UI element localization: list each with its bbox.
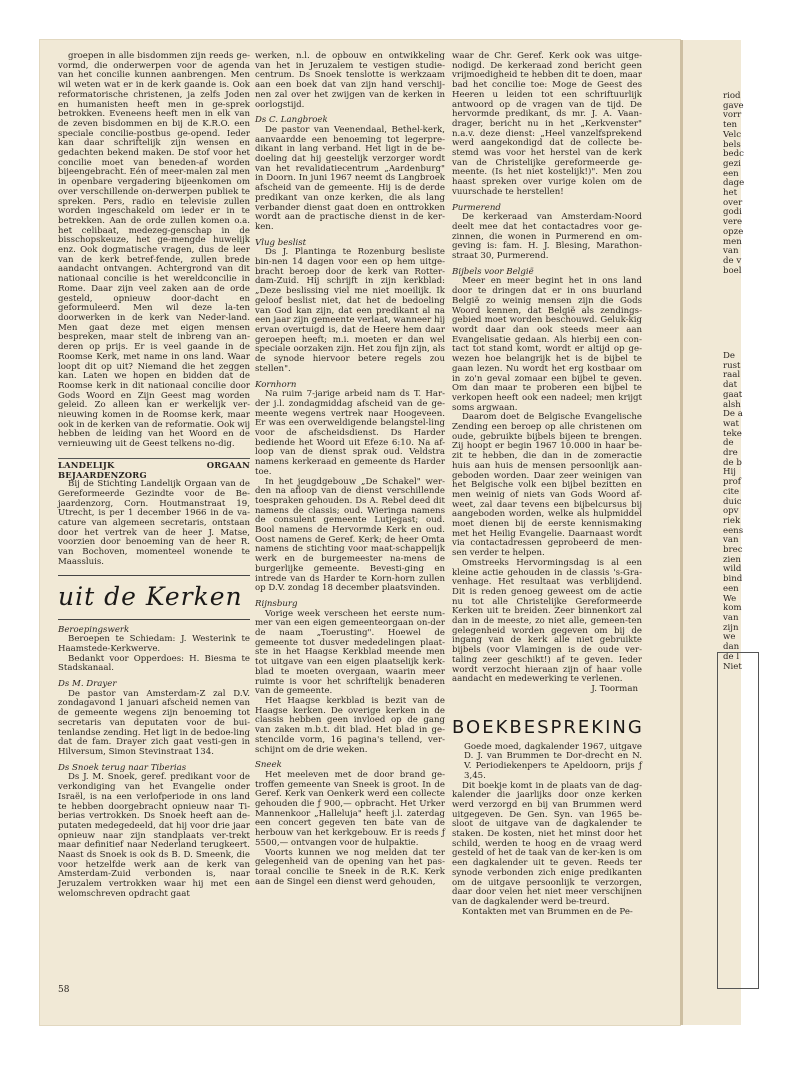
- article-heading: Rijnsburg: [255, 598, 298, 609]
- adjacent-page-text: [723, 92, 793, 276]
- article-text: Ds J. M. Snoek, geref. predikant voor de verkondiging van het Evangelie onder Israël, is na een verlofperiode in ons land te hebben doorgebracht opnieuw naar Ti-berias vertrokken. Ds Snoek heeft aan de-putaten medegedeeld, dat hij voor drie jaar opnieuw naar zijn standplaats ver-trekt maar definitief naar Nederland terugkeert. Naast ds Snoek is ook ds B. D. Smeenk, die voor hetzelfde werk aan de kerk van Amsterdam-Zuid verbonden is, naar Jeruzalem vertrokken waar hij met een welomschreven opdracht gaat: [58, 772, 250, 899]
- adjacent-page-line: alsh: [723, 399, 741, 410]
- author-signature: J. Toorman: [591, 684, 638, 694]
- intro-paragraph: groepen in alle bisdommen zijn reeds ge-vormd, die onderwerpen voor de agenda van het concilie kunnen aanbrengen. Men wil weten wat er in de kerk gaande is. Ook reformatorische christenen, ja zelfs Joden en humanisten heeft men in ge-sprek betrokken. Eveneens heeft men in elk van de zeven bisdommen en bij de K.R.O. een speciale concilie-postbus ge-opend. Ieder kan daar schriftelijk zijn wensen en gedachten bekend maken. De stof voor het concilie moet van beneden-af worden bijeengebracht. Eén of meer-malen zal men in openbare vergadering bijeenkomen om over verschillende on-derwerpen publiek te spreken. Pers, radio en televisie zullen worden ingeschakeld om ieder er in te betrekken. Aan de orde zullen komen o.a. het celibaat, medezeg-genschap in de bisschopskeuze, het ge-mengde huwelijk enz. Ook dogmatische vragen, dus de leer van de kerk betref-fende, zullen brede aandacht ontvangen. Achtergrond van dit nationaal concilie is het wereldconcilie in Rome. Daar zijn veel zaken aan de orde gesteld, opnieuw door-dacht en geformuleerd. Men wil deze la-ten doorwerken in de kerk van Neder-land. Men gaat deze met eigen mensen bespreken, maar stelt de inbreng van an-deren op prijs. Er is veel gaande in de Roomse Kerk, met name in ons land. Waar loopt dit op uit? Niemand die het zeggen kan. Laten we hopen en bidden dat de Roomse kerk in dit nationaal concilie door Gods Woord en Zijn Geest mag worden geleid. Zo alleen kan er werkelijk ver-nieuwing komen in de Roomse kerk, maar ook in de kerken van de reformatie. Ook wij hebben de leiding van het Woord en de vernieuwing uit de Geest telkens no-dig.: [58, 51, 250, 450]
- adjacent-page-line: ten: [723, 120, 738, 131]
- adjacent-page-line: eens: [723, 525, 744, 536]
- adjacent-page-line: Velc: [723, 129, 742, 140]
- adjacent-page-line: duic: [723, 496, 742, 507]
- adjacent-page-line: een: [723, 168, 739, 179]
- article-text: Na ruim 7-jarige arbeid nam ds T. Har-der j.l. zondagmiddag afscheid van de ge-meente wegens vertrek naar Hoogeveen. Er was een overweldigende belangstel-ling voor de afscheidsdienst. Ds Harder bediende het Woord uit Efeze 6:10. Na af-loop van de dienst sprak oud. Veldstra namens kerkeraad en gemeente ds Harder toe.: [255, 389, 445, 477]
- adjacent-page-line: vere: [723, 217, 743, 228]
- adjacent-page-line: cite: [723, 486, 740, 497]
- review-title: BOEKBESPREKING: [452, 716, 644, 738]
- adjacent-page-line: gaat: [723, 389, 743, 400]
- adjacent-page-line: Hij: [723, 467, 736, 478]
- adjacent-page-line: De a: [723, 409, 743, 420]
- continuation-text: werken, n.l. de opbouw en ontwikkeling van het in Jeruzalem te vestigen studie-centrum. Ds Snoek tenslotte is werkzaam aan een boek dat van zijn hand verschij-nen zal over het zwijgen van de kerken in oorlogstijd.: [255, 51, 445, 110]
- adjacent-page-line: teke: [723, 428, 742, 439]
- adjacent-page-line: brec: [723, 545, 743, 556]
- adjacent-page-line: van: [723, 612, 739, 623]
- article-text: Het Haagse kerkblad is bezit van de Haagse kerken. De overige kerken in de classis hebben geen invloed op de gang van zaken m.b.t. dit blad. Het blad in ge-stencilde vorm, 16 pagina's tellend, ver-schijnt om de drie weken.: [255, 696, 445, 755]
- article-heading: Ds Snoek terug naar Tiberias: [58, 762, 187, 773]
- article-heading: Vlug beslist: [255, 237, 307, 248]
- adjacent-page-line: opv: [723, 506, 739, 517]
- article-text: Voorts kunnen we nog melden dat ter gelegenheid van de opening van het pas-toraal concilie te Sneek in de R.K. Kerk aan de Singel een dienst werd gehouden,: [255, 847, 445, 887]
- adjacent-page-text: [723, 352, 793, 672]
- adjacent-page-line: de b: [723, 457, 742, 468]
- adjacent-page-line: wat: [723, 418, 739, 429]
- adjacent-page-line: de l: [723, 651, 740, 662]
- adjacent-page-line: de: [723, 438, 734, 449]
- adjacent-page-line: bels: [723, 139, 741, 150]
- article-text: De kerkeraad van Amsterdam-Noord deelt mee dat het contactadres voor ge-zinnen, die wonen in Purmerend en om-geving is: fam. H. J. Blesing, Marathon-straat 30, Purmerend.: [452, 212, 642, 262]
- adjacent-page-line: opze: [723, 226, 744, 237]
- adjacent-page-line: godi: [723, 207, 742, 218]
- article-heading: Ds M. Drayer: [58, 679, 117, 690]
- review-text: Kontakten met van Brummen en de Pe-: [462, 906, 633, 917]
- adjacent-page-line: rust: [723, 360, 741, 371]
- article-text: Meer en meer begint het in ons land door te dringen dat er in ons buurland België zo weinig mensen zijn die Gods Woord kennen, dat België als zendings-gebied moet worden beschouwd. Geluk-kig wordt daar dan ook steeds meer aan Evangelisatie gedaan. Als hierbij een con-tact tot stand komt, wordt er altijd op ge-wezen hoe belangrijk het is de bijbel te gaan lezen. Nu wordt het erg kostbaar om in zo'n geval zomaar een bijbel te geven. Om dan maar te proberen een bijbel te verkopen heeft ook een nadeel; men krijgt soms argwaan.: [452, 276, 642, 413]
- adjacent-page-line: men: [723, 236, 742, 247]
- article-heading: Purmerend: [452, 202, 501, 213]
- adjacent-page-line: We: [723, 593, 737, 604]
- adjacent-page-line: riod: [723, 91, 741, 101]
- adjacent-page-line: De: [723, 351, 735, 361]
- article-text: Daarom doet de Belgische Evangelische Zending een beroep op alle christenen om oude, gebruikte bijbels bijeen te brengen. Zij hoopt er begin 1967 10.000 in haar be-zit te hebben, die dan in de zomeractie huis aan huis de mensen persoonlijk aan-geboden worden. Daar zeer weinigen van het Belgische volk een bijbel bezitten en men weinig of niets van Gods Woord af-weet, zal daar tevens een bijbelcursus bij aangeboden worden, welke als hulpmiddel moet dienen bij de eerste kennismaking met het Heilig Evangelie. Daarnaast wordt via contactadressen geprobeerd de men-sen verder te helpen.: [452, 412, 642, 559]
- adjacent-page-line: raal: [723, 370, 741, 381]
- adjacent-page-line: zien: [723, 554, 741, 565]
- adjacent-page-line: dre: [723, 448, 738, 459]
- adjacent-page-line: dat: [723, 380, 738, 391]
- article-heading: Ds C. Langbroek: [255, 115, 328, 126]
- adjacent-page-line: de v: [723, 255, 742, 266]
- adjacent-page-line: we: [723, 632, 736, 643]
- article-text: Beroepen te Schiedam: J. Westerink te Haamstede-Kerkwerve.: [58, 634, 250, 654]
- adjacent-page-line: gezi: [723, 158, 741, 169]
- article-heading: Sneek: [255, 760, 282, 771]
- notice-heading: LANDELIJK ORGAAN BEJAARDENZORG: [58, 459, 250, 480]
- adjacent-page-box: [717, 652, 759, 989]
- adjacent-page-line: van: [723, 535, 739, 546]
- article-text: In het jeugdgebouw „De Schakel" wer-den na afloop van de dienst verschillende toespraken gehouden. Ds A. Rebel deed dit namens de classis; oud. Wieringa namens de consulent gemeente Lutjegast; oud. Bool namens de Hervormde Kerk en oud. Oost namens de Geref. Kerk; de heer Omta namens de stichting voor maat-schappelijk werk en de burgemeester na-mens de burgerlijke gemeente. Bevesti-ging en intrede van ds Harder te Korn-horn zullen op D.V. zondag 18 december plaatsvinden.: [255, 476, 445, 594]
- adjacent-page-line: prof: [723, 477, 741, 488]
- review-text: Dit boekje komt in de plaats van de dag-kalender die jaarlijks door onze kerken werd verzorgd en bij van Brummen werd uitgegeven. De Gen. Syn. van 1965 be-sloot de uitgave van de dagkalender te staken. De kosten, niet het minst door het schild, werden te hoog en de vraag werd gesteld of het de taak van de ker-ken is om een dagkalender uit te geven. Reeds ter synode verbonden zich enige predikanten om de uitgave persoonlijk te verzorgen, daar door velen het niet meer verschijnen van de dagkalender werd be-treurd.: [452, 780, 642, 907]
- section-title: uit de Kerken: [58, 581, 243, 611]
- adjacent-page-line: riek: [723, 515, 741, 526]
- adjacent-page-line: dan: [723, 642, 740, 653]
- adjacent-page-line: bind: [723, 574, 743, 585]
- column-1: [58, 52, 250, 982]
- adjacent-page-line: gave: [723, 100, 744, 111]
- article-text: De pastor van Veenendaal, Bethel-kerk, aanvaardde een benoeming tot legerpre-dikant in lang verband. Het ligt in de be-doeling dat hij geestelijk verzorger wordt van het revalidatiecentrum „Aardenburg" in Doorn. In juni 1967 neemt ds Langbroek afscheid van de gemeente. Hij is de derde predikant van onze kerken, die als lang verbander dienst gaat doen en onttrokken wordt aan de practische dienst in de ker-ken.: [255, 124, 445, 232]
- article-text: Het meeleven met de door brand ge-troffen gemeente van Sneek is groot. In de Geref. Kerk van Oenkerk werd een collecte gehouden die ƒ 900,— opbracht. Het Urker Mannenkoor „Halleluja" heeft j.l. zaterdag een concert gegeven ten bate van de herbouw van het kerkgebouw. Er is reeds ƒ 5500,— ontvangen voor de hulpaktie.: [255, 769, 445, 848]
- article-heading: Bijbels voor België: [452, 266, 534, 277]
- divider: [58, 575, 250, 576]
- continuation-text: waar de Chr. Geref. Kerk ook was uitge-nodigd. De kerkeraad zond bericht geen vrijmoedigheid te hebben dit te doen, maar bad het concilie toe: Moge de Geest des Heeren u leiden tot een schriftuurlijk antwoord op de vragen van de tijd. De hervormde predikant, ds mr. J. A. Vaan-drager, bericht nu in het „Kerkvenster" n.a.v. deze dienst: „Heel vanzelfsprekend werd aangekondigd dat de collecte be-stemd was voor het herstel van de kerk van de Christelijke gereformeerde ge-meente. (Is het niet kostelijk!)". Men zou haast spreken over vurige kolen om de vuurschade te herstellen!: [452, 51, 642, 197]
- adjacent-page-line: boel: [723, 265, 742, 276]
- article-text: Omstreeks Hervormingsdag is al een kleine actie gehouden in de classis 's-Gra-venhage. Het resultaat was verblijdend. Dit is reden genoeg geweest om de actie nu tot alle Christelijke Gereformeerde Kerken uit te breiden. Zeer binnenkort zal dan in de meeste, zo niet alle, gemeen-ten gelegenheid worden gegeven om bij de ingang van de kerk alle niet gebruikte bijbels (voor Vlamingen is de oude ver-taling zeer geschikt!) af te geven. Ieder wordt verzocht hieraan zijn of haar volle aandacht en medewerking te verlenen.: [452, 557, 642, 685]
- page-number: 58: [58, 985, 70, 995]
- adjacent-page-line: een: [723, 583, 739, 594]
- adjacent-page-line: dage: [723, 178, 745, 189]
- adjacent-page-line: vorr: [723, 110, 742, 121]
- column-3: [452, 51, 644, 917]
- article-text: Bedankt voor Opperdoes: H. Biesma te Stadskanaal.: [58, 653, 250, 674]
- divider: [58, 619, 250, 620]
- article-text: Ds J. Plantinga te Rozenburg besliste bin-nen 14 dagen voor een op hem uitge-bracht beroep door de kerk van Rotter-dam-Zuid. Hij schrijft in zijn kerkblad: „Deze beslissing viel me niet moeilijk. Ik geloof beslist niet, dat het de bedoeling van God kan zijn, dat een predikant al na een jaar zijn gemeente verlaat, wanneer hij ervan overtuigd is, dat de Heere hem daar geroepen heeft; m.i. moeten er dan wel speciale oorzaken zijn. Het zou fijn zijn, als de synode hiervoor betere regels zou stellen".: [255, 247, 445, 374]
- adjacent-page-line: van: [723, 246, 739, 257]
- adjacent-page-line: Niet: [723, 661, 742, 672]
- adjacent-page-line: zijn: [723, 622, 739, 633]
- column-2: [255, 52, 445, 967]
- review-book-info: Goede moed, dagkalender 1967, uitgave D. J. van Brummen te Dor-drecht en N. V. Periodiekenpers te Apeldoorn, prijs ƒ 3,45.: [464, 741, 642, 781]
- adjacent-page-line: kom: [723, 603, 742, 614]
- adjacent-page-edge: [680, 40, 745, 1025]
- notice-text: Bij de Stichting Landelijk Orgaan van de Gereformeerde Gezindte voor de Be-jaardenzorg, Corn. Houtmanstraat 19, Utrecht, is per 1 december 1966 in de va-cature van algemeen secretaris, ontstaan door het vertrek van de heer J. Matse, voorzien door benoeming van de heer R. van Bochoven, momenteel wonende te Maassluis.: [58, 479, 250, 567]
- adjacent-page-line: bedc: [723, 149, 744, 160]
- article-heading: Kornhorn: [255, 379, 297, 390]
- article-text: De pastor van Amsterdam-Z zal D.V. zondagavond 1 januari afscheid nemen van de gemeente wegens zijn benoeming tot secretaris van deputaten voor de bui-tenlandse zending. Het ligt in de bedoe-ling dat de fam. Drayer zich gaat vesti-gen in Hilversum, Simon Stevinstraat 134.: [58, 688, 250, 757]
- adjacent-page-line: wild: [723, 564, 742, 575]
- article-text: Vorige week verscheen het eerste num-mer van een eigen gemeenteorgaan on-der de naam „Toerusting". Hoewel de gemeente tot dusver mededelingen plaat-ste in het Haagse Kerkblad meende men tot uitgave van een eigen plaatselijk kerk-blad te moeten overgaan, waarin meer ruimte is voor het schriftelijk benaderen van de gemeente.: [255, 608, 445, 697]
- adjacent-page-line: het: [723, 188, 738, 199]
- article-heading: Beroepingswerk: [58, 624, 130, 635]
- adjacent-page-line: over: [723, 197, 743, 208]
